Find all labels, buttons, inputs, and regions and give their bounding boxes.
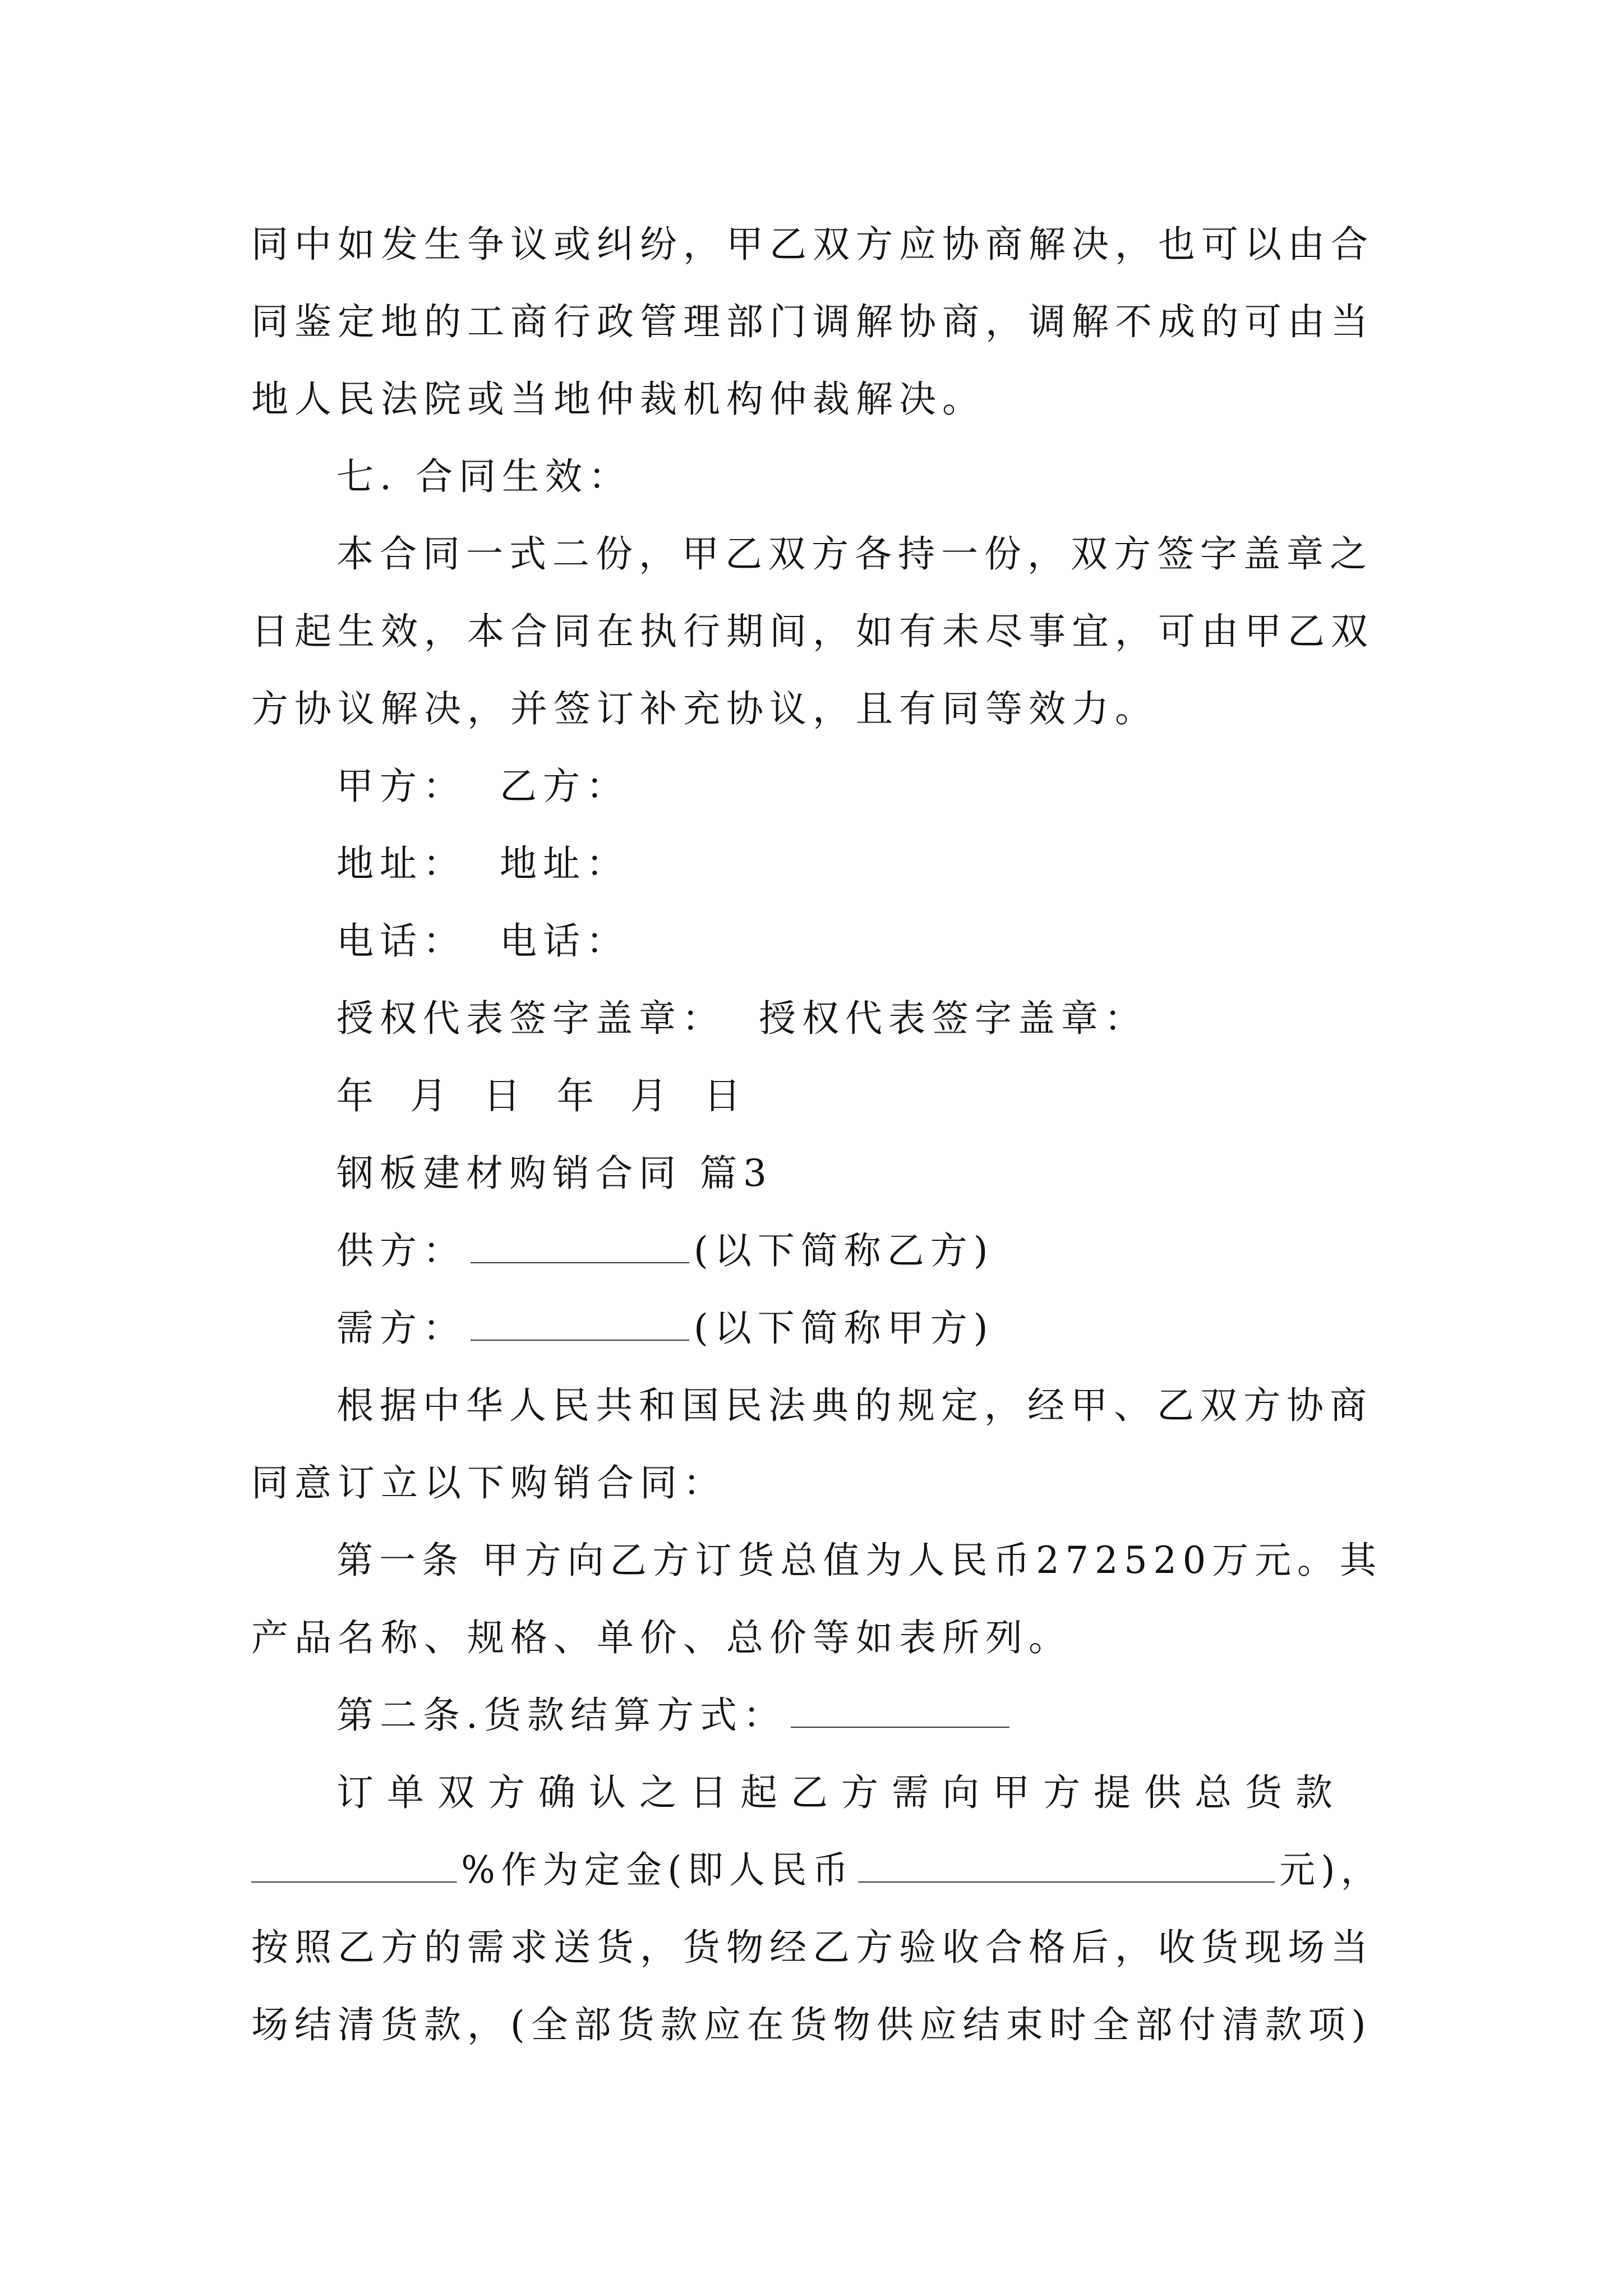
signature-line [336, 994, 1147, 1043]
phone-a-label: 电话： [336, 919, 466, 963]
phone-b-label: 电话： [500, 919, 629, 963]
text-line: 日起生效，本合同在执行期间，如有未尽事宜，可由甲乙双 [251, 610, 1374, 653]
text-line: 本合同一式二份，甲乙双方各持一份，双方签字盖章之 [336, 532, 1373, 576]
party-line [336, 762, 629, 811]
signature-b-label: 授权代表签字盖章： [759, 997, 1147, 1040]
text-line: 订单双方确认之日起乙方需向甲方提供总货款 [336, 1771, 1346, 1814]
address-b-label: 地址： [500, 842, 629, 885]
phone-line [336, 917, 629, 966]
buyer-note: (以下简称甲方) [694, 1306, 994, 1350]
address-line [336, 839, 629, 889]
deposit-unit: 元)， [1279, 1848, 1383, 1892]
article-two [336, 1691, 1014, 1740]
buyer-blank [471, 1307, 689, 1341]
text-line: 同鉴定地的工商行政管理部门调解协商，调解不成的可由当 [251, 300, 1374, 343]
section-heading: 七. 合同生效： [336, 455, 631, 498]
text-line: 场结清货款，(全部货款应在货物供应结束时全部付清款项) [251, 2003, 1372, 2046]
article-one: 第一条 甲方向乙方订货总值为人民币272520万元。其 [336, 1539, 1382, 1582]
signature-a-label: 授权代表签字盖章： [336, 997, 725, 1040]
party-a-label: 甲方： [336, 765, 466, 808]
supplier-label: 供方： [336, 1229, 466, 1272]
address-a-label: 地址： [336, 842, 466, 885]
text-line: 同意订立以下购销合同： [251, 1461, 726, 1504]
deposit-amount-blank [859, 1849, 1275, 1883]
text-line: 方协议解决，并签订补充协议，且有同等效力。 [251, 687, 1158, 730]
text-line: 地人民法院或当地仲裁机构仲裁解决。 [251, 378, 985, 421]
payment-method-blank [791, 1694, 1009, 1728]
article-two-label: 第二条.货款结算方式： [336, 1694, 786, 1737]
supplier-blank [471, 1230, 689, 1263]
deposit-percent-blank [251, 1849, 457, 1883]
text-line: 按照乙方的需求送货，货物经乙方验收合格后，收货现场当 [251, 1926, 1374, 1969]
supplier-line [336, 1226, 994, 1276]
party-b-label: 乙方： [500, 765, 629, 808]
buyer-label: 需方： [336, 1306, 466, 1350]
text-line: 同中如发生争议或纠纷，甲乙双方应协商解决，也可以由合 [251, 223, 1374, 266]
text-line: 根据中华人民共和国民法典的规定，经甲、乙双方协商 [336, 1384, 1373, 1427]
date-line: 年 月 日 年 月 日 [336, 1074, 753, 1117]
contract-title: 钢板建材购销合同 篇3 [336, 1152, 773, 1195]
buyer-line [336, 1304, 994, 1353]
supplier-note: (以下简称乙方) [694, 1229, 994, 1272]
deposit-line [251, 1846, 1382, 1895]
deposit-text: %作为定金(即人民币 [461, 1848, 855, 1892]
text-line: 产品名称、规格、单价、总价等如表所列。 [251, 1616, 1072, 1659]
